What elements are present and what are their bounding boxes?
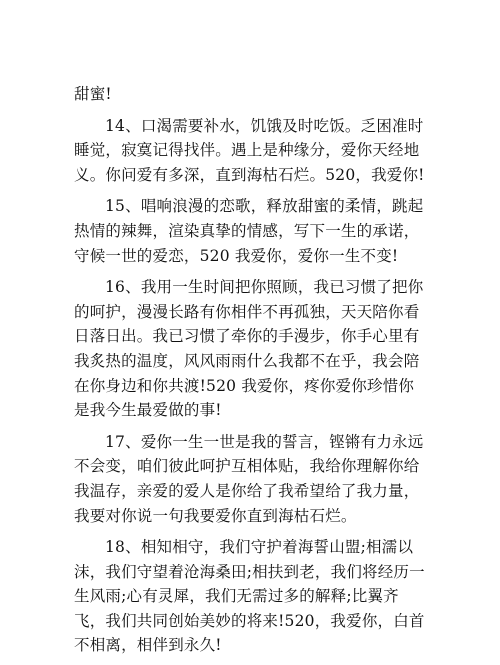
paragraph-17: 17、爱你一生一世是我的誓言，铿锵有力永远不会变，咱们彼此呵护互相体贴，我给你理解你给我温存，亲爱的爱人是你给了我希望给了我力量，我要对你说一句我要爱你直到海枯石烂。 <box>74 432 424 525</box>
paragraph-18: 18、相知相守，我们守护着海誓山盟;相濡以沫，我们守望着沧海桑田;相扶到老，我们将经历一生风雨;心有灵犀，我们无需过多的解释;比翼齐飞，我们共同创始美妙的将来!520，我爱你，白首不相离，相伴到永久! <box>74 538 425 655</box>
document-body <box>74 82 426 665</box>
paragraph-13-tail: 甜蜜! <box>74 85 112 103</box>
paragraph-16: 16、我用一生时间把你照顾，我已习惯了把你的呵护，漫漫长路有你相伴不再孤独，天天陪你看日落日出。我已习惯了牵你的手漫步，你手心里有我炙热的温度，风风雨雨什么我都不在乎，我会陪在你身边和你共渡!520 我爱你，疼你爱你珍惜你是我今生最爱做的事! <box>74 278 424 420</box>
paragraph-15: 15、唱响浪漫的恋歌，释放甜蜜的柔情，跳起热情的辣舞，渲染真挚的情感，写下一生的承诺，守候一世的爱恋，520 我爱你，爱你一生不变! <box>74 197 424 265</box>
paragraph-14: 14、口渴需要补水，饥饿及时吃饭。乏困准时睡觉，寂寞记得找伴。遇上是种缘分，爱你天经地义。你问爱有多深，直到海枯石烂。520，我爱你! <box>74 116 425 184</box>
